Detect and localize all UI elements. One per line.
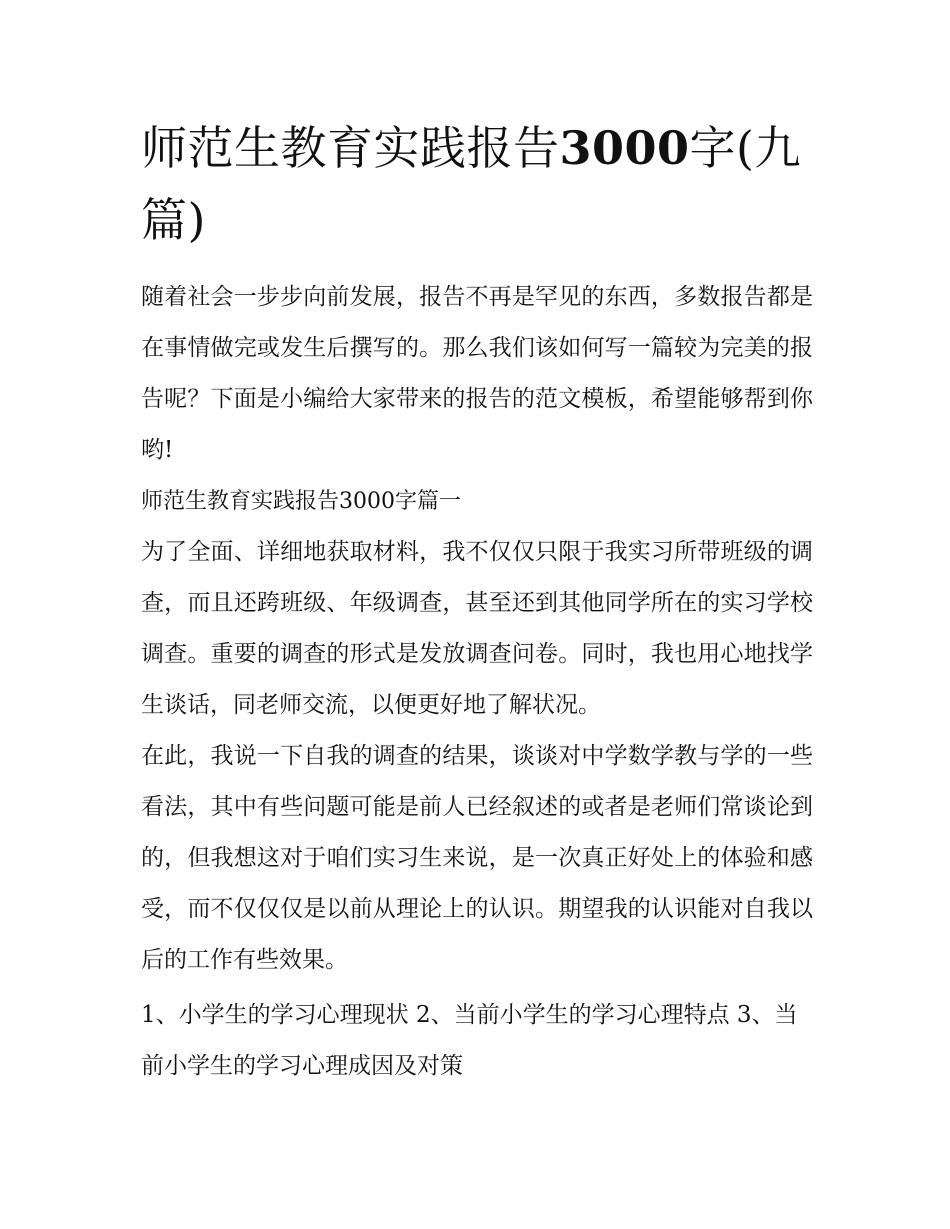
title-prefix: 师范生教育实践报告 <box>141 121 560 175</box>
document-page <box>141 112 813 1092</box>
intro-paragraph: 随着社会一步步向前发展，报告不再是罕见的东西，多数报告都是在事情做完或发生后撰写的。那么我们该如何写一篇较为完美的报告呢？下面是小编给大家带来的报告的范文模板，希望能够帮到你哟! <box>141 284 813 463</box>
title-suffix: 字(九篇) <box>141 121 801 247</box>
body-paragraph-2: 在此，我说一下自我的调查的结果，谈谈对中学数学教与学的一些看法，其中有些问题可能是前人已经叙述的或者是老师们常谈论到的，但我想这对于咱们实习生来说，是一次真正好处上的体验和感受，而不仅仅仅是以前从理论上的认识。期望我的认识能对自我以后的工作有些效果。 <box>141 743 813 973</box>
list-paragraph: 1、小学生的学习心理现状 2、当前小学生的学习心理特点 3、当前小学生的学习心理成因及对策 <box>141 1002 798 1079</box>
title-number: 3000 <box>559 121 690 175</box>
body-paragraph-1: 为了全面、详细地获取材料，我不仅仅只限于我实习所带班级的调查，而且还跨班级、年级调查，甚至还到其他同学所在的实习学校调查。重要的调查的形式是发放调查问卷。同时，我也用心地找学生谈话，同老师交流，以便更好地了解状况。 <box>141 539 813 718</box>
document-title <box>141 112 813 256</box>
section-heading: 师范生教育实践报告3000字篇一 <box>141 489 461 514</box>
